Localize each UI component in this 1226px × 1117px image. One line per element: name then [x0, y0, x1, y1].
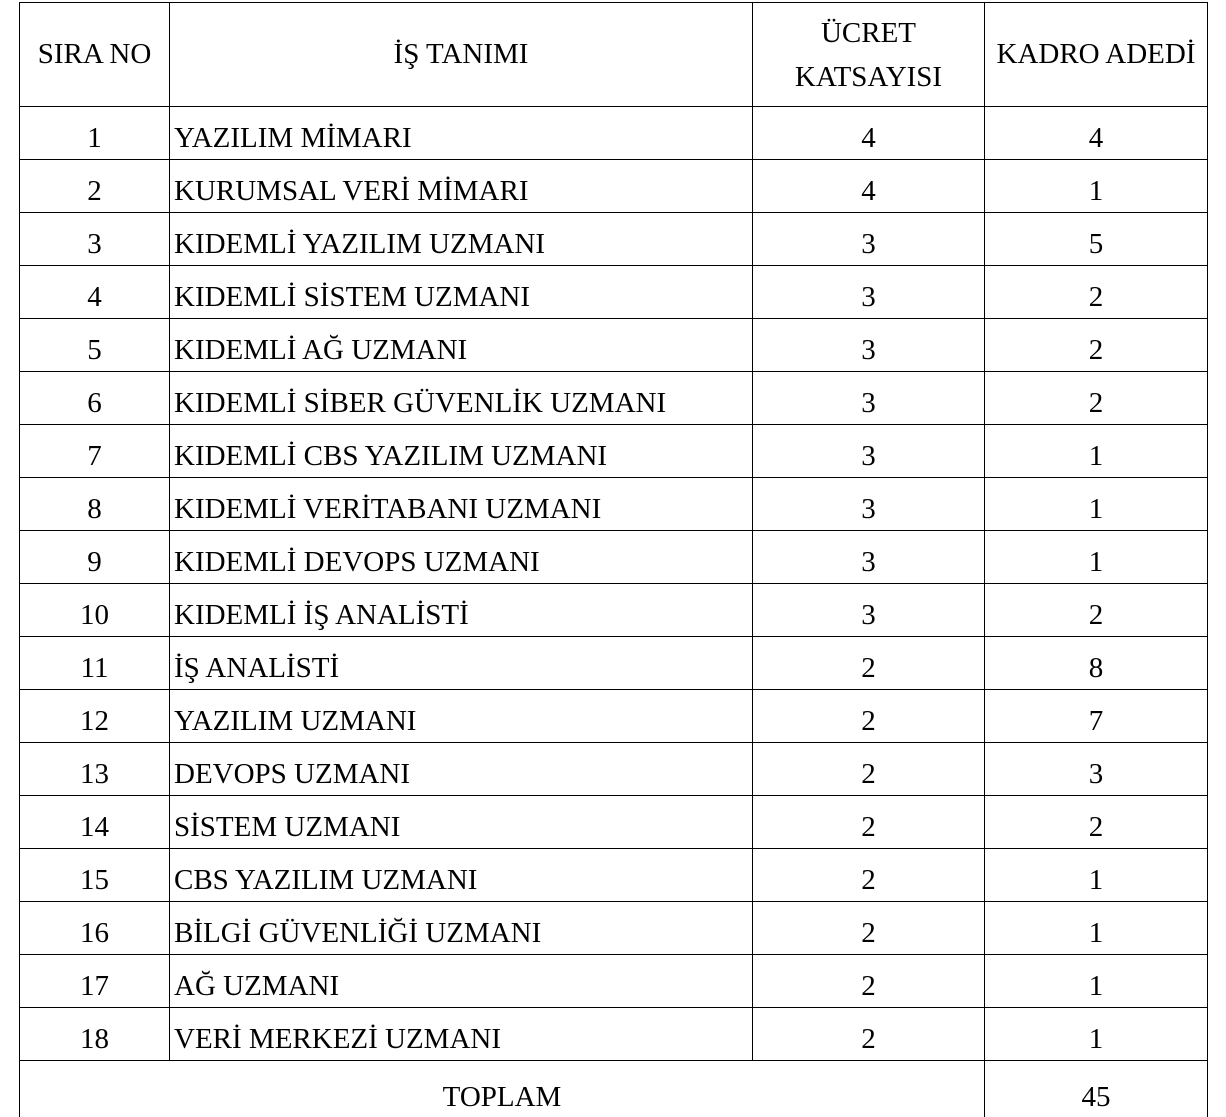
- row-number: 2: [20, 160, 170, 213]
- row-job-title: CBS YAZILIM UZMANI: [170, 849, 753, 902]
- table-row: [20, 902, 1208, 955]
- table-row: [20, 319, 1208, 372]
- row-wage-coefficient: 4: [753, 107, 985, 160]
- row-staff-count: 8: [985, 637, 1208, 690]
- header-kadro-adedi: KADRO ADEDİ: [985, 3, 1208, 107]
- row-number: 4: [20, 266, 170, 319]
- header-ucret-katsayisi: ÜCRET KATSAYISI: [753, 3, 985, 107]
- row-job-title: KIDEMLİ VERİTABANI UZMANI: [170, 478, 753, 531]
- row-wage-coefficient: 2: [753, 1008, 985, 1061]
- table-row: [20, 584, 1208, 637]
- table-row: [20, 425, 1208, 478]
- row-number: 15: [20, 849, 170, 902]
- table-footer: [20, 1061, 1208, 1117]
- row-wage-coefficient: 4: [753, 160, 985, 213]
- row-number: 9: [20, 531, 170, 584]
- header-row: [20, 3, 1208, 107]
- table-row: [20, 213, 1208, 266]
- total-row: [20, 1061, 1208, 1117]
- table-body: [20, 107, 1208, 1061]
- header-is-tanimi: İŞ TANIMI: [170, 3, 753, 107]
- row-number: 16: [20, 902, 170, 955]
- row-job-title: KURUMSAL VERİ MİMARI: [170, 160, 753, 213]
- row-wage-coefficient: 3: [753, 319, 985, 372]
- table-row: [20, 266, 1208, 319]
- table-row: [20, 1008, 1208, 1061]
- row-wage-coefficient: 3: [753, 425, 985, 478]
- row-staff-count: 2: [985, 266, 1208, 319]
- row-wage-coefficient: 3: [753, 478, 985, 531]
- table-row: [20, 160, 1208, 213]
- table-row: [20, 107, 1208, 160]
- row-job-title: İŞ ANALİSTİ: [170, 637, 753, 690]
- row-wage-coefficient: 3: [753, 213, 985, 266]
- row-job-title: KIDEMLİ SİSTEM UZMANI: [170, 266, 753, 319]
- row-number: 8: [20, 478, 170, 531]
- table-row: [20, 955, 1208, 1008]
- row-staff-count: 3: [985, 743, 1208, 796]
- row-number: 18: [20, 1008, 170, 1061]
- row-staff-count: 5: [985, 213, 1208, 266]
- row-number: 10: [20, 584, 170, 637]
- row-number: 3: [20, 213, 170, 266]
- row-job-title: KIDEMLİ İŞ ANALİSTİ: [170, 584, 753, 637]
- row-staff-count: 1: [985, 160, 1208, 213]
- row-wage-coefficient: 2: [753, 902, 985, 955]
- row-wage-coefficient: 3: [753, 531, 985, 584]
- row-number: 13: [20, 743, 170, 796]
- table-row: [20, 690, 1208, 743]
- row-wage-coefficient: 2: [753, 849, 985, 902]
- row-staff-count: 1: [985, 425, 1208, 478]
- row-job-title: YAZILIM UZMANI: [170, 690, 753, 743]
- row-number: 5: [20, 319, 170, 372]
- row-wage-coefficient: 2: [753, 743, 985, 796]
- row-staff-count: 1: [985, 849, 1208, 902]
- row-job-title: KIDEMLİ AĞ UZMANI: [170, 319, 753, 372]
- row-staff-count: 1: [985, 478, 1208, 531]
- total-value: 45: [985, 1061, 1208, 1117]
- row-job-title: KIDEMLİ CBS YAZILIM UZMANI: [170, 425, 753, 478]
- staffing-table-sheet: [19, 2, 1207, 1114]
- row-number: 6: [20, 372, 170, 425]
- staffing-table: [19, 2, 1208, 1117]
- row-job-title: VERİ MERKEZİ UZMANI: [170, 1008, 753, 1061]
- row-number: 7: [20, 425, 170, 478]
- row-wage-coefficient: 3: [753, 372, 985, 425]
- row-job-title: KIDEMLİ SİBER GÜVENLİK UZMANI: [170, 372, 753, 425]
- table-header: [20, 3, 1208, 107]
- row-number: 1: [20, 107, 170, 160]
- row-wage-coefficient: 2: [753, 796, 985, 849]
- row-staff-count: 1: [985, 902, 1208, 955]
- row-job-title: DEVOPS UZMANI: [170, 743, 753, 796]
- row-staff-count: 1: [985, 531, 1208, 584]
- row-number: 11: [20, 637, 170, 690]
- row-wage-coefficient: 2: [753, 690, 985, 743]
- row-staff-count: 1: [985, 955, 1208, 1008]
- row-job-title: SİSTEM UZMANI: [170, 796, 753, 849]
- header-sira-no: SIRA NO: [20, 3, 170, 107]
- table-row: [20, 637, 1208, 690]
- row-job-title: BİLGİ GÜVENLİĞİ UZMANI: [170, 902, 753, 955]
- row-wage-coefficient: 2: [753, 637, 985, 690]
- row-staff-count: 2: [985, 372, 1208, 425]
- row-staff-count: 2: [985, 796, 1208, 849]
- row-staff-count: 2: [985, 319, 1208, 372]
- table-row: [20, 796, 1208, 849]
- table-row: [20, 372, 1208, 425]
- row-staff-count: 7: [985, 690, 1208, 743]
- row-job-title: YAZILIM MİMARI: [170, 107, 753, 160]
- row-wage-coefficient: 3: [753, 584, 985, 637]
- row-wage-coefficient: 3: [753, 266, 985, 319]
- row-number: 14: [20, 796, 170, 849]
- row-number: 12: [20, 690, 170, 743]
- table-row: [20, 478, 1208, 531]
- row-staff-count: 1: [985, 1008, 1208, 1061]
- row-number: 17: [20, 955, 170, 1008]
- row-staff-count: 4: [985, 107, 1208, 160]
- row-job-title: AĞ UZMANI: [170, 955, 753, 1008]
- row-job-title: KIDEMLİ YAZILIM UZMANI: [170, 213, 753, 266]
- row-staff-count: 2: [985, 584, 1208, 637]
- row-wage-coefficient: 2: [753, 955, 985, 1008]
- table-row: [20, 531, 1208, 584]
- row-job-title: KIDEMLİ DEVOPS UZMANI: [170, 531, 753, 584]
- table-row: [20, 849, 1208, 902]
- total-label: TOPLAM: [20, 1061, 985, 1117]
- table-row: [20, 743, 1208, 796]
